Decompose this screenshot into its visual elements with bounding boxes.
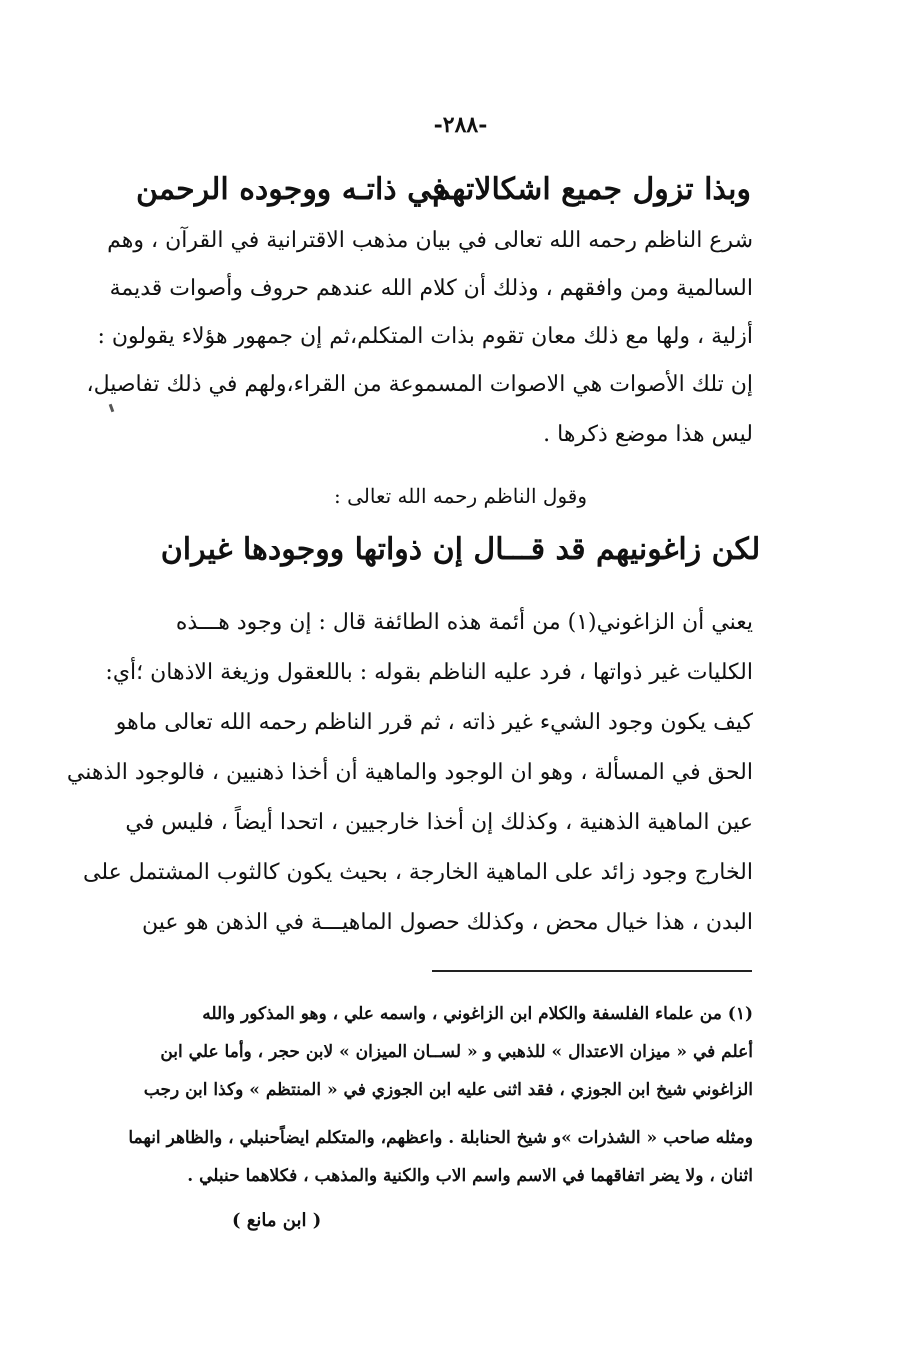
paragraph2-line: البدن ، هذا خيال محض ، وكذلك حصول الماهيـــة في الذهن هو عين [142, 910, 753, 935]
verse2: لكن زاغونيهم قد قـــال إن ذواتها ووجودها غيران [160, 532, 761, 567]
footnote-line: اثنان ، ولا يضر اتفاقهما في الاسم واسم الاب والكنية والمذهب ، فكلاهما حنبلي . [187, 1166, 753, 1186]
paragraph1-line: إن تلك الأصوات هي الاصوات المسموعة من القراء،ولهم في ذلك تفاصيل، [86, 372, 753, 397]
footnote-line: (١) من علماء الفلسفة والكلام ابن الزاغوني ، واسمه علي ، وهو المذكور والله [202, 1004, 753, 1024]
paragraph1-line: ليس هذا موضع ذكرها . [543, 422, 753, 447]
paragraph1-line: السالمية ومن وافقهم ، وذلك أن كلام الله عندهم حروف وأصوات قديمة [109, 276, 753, 301]
verse1-right-hemistich: وبذا تزول جميع اشكالاتهم [432, 172, 751, 207]
paragraph2-line: الخارج وجود زائد على الماهية الخارجة ، بحيث يكون كالثوب المشتمل على [82, 860, 753, 885]
footnote-line: الزاغوني شيخ ابن الجوزي ، فقد اثنى عليه ابن الجوزي في « المنتظم » وكذا ابن رجب [143, 1080, 753, 1100]
paragraph2-line: كيف يكون وجود الشيء غير ذاته ، ثم قرر الناظم رحمه الله تعالى ماهو [115, 710, 753, 735]
footnote-line: ومثله صاحب « الشذرات »و شيخ الحنابلة . واعظهم، والمتكلم ايضاًحنبلي ، والظاهر انهما [128, 1128, 753, 1148]
verse1-left-hemistich: في ذاتـه ووجوده الرحمن [136, 172, 447, 207]
verse-intro-line: وقول الناظم رحمه الله تعالى : [334, 484, 587, 508]
paragraph2-line: الحق في المسألة ، وهو ان الوجود والماهية أن أخذا ذهنيين ، فالوجود الذهني [66, 760, 753, 785]
paragraph2-line: الكليات غير ذواتها ، فرد عليه الناظم بقوله : باللعقول وزيغة الاذهان ؛أي: [105, 660, 753, 685]
footnote-line: أعلم في « ميزان الاعتدال » للذهبي و « لســان الميزان » لابن حجر ، وأما علي ابن [160, 1042, 753, 1062]
paragraph1-line: أزلية ، ولها مع ذلك معان تقوم بذات المتكلم،ثم إن جمهور هؤلاء يقولون : [97, 324, 753, 349]
paragraph2-line: عين الماهية الذهنية ، وكذلك إن أخذا خارجيين ، اتحدا أيضاً ، فليس في [125, 810, 753, 835]
footnote-signature: ( ابن مانع ) [232, 1210, 322, 1231]
paragraph1-line: شرع الناظم رحمه الله تعالى في بيان مذهب الاقترانية في القرآن ، وهم [107, 228, 753, 253]
page-number: -٢٨٨- [433, 112, 488, 138]
margin-mark [109, 404, 115, 413]
paragraph2-line: يعني أن الزاغوني(١) من أئمة هذه الطائفة قال : إن وجود هـــذه [175, 610, 753, 635]
footnote-separator [432, 970, 752, 972]
